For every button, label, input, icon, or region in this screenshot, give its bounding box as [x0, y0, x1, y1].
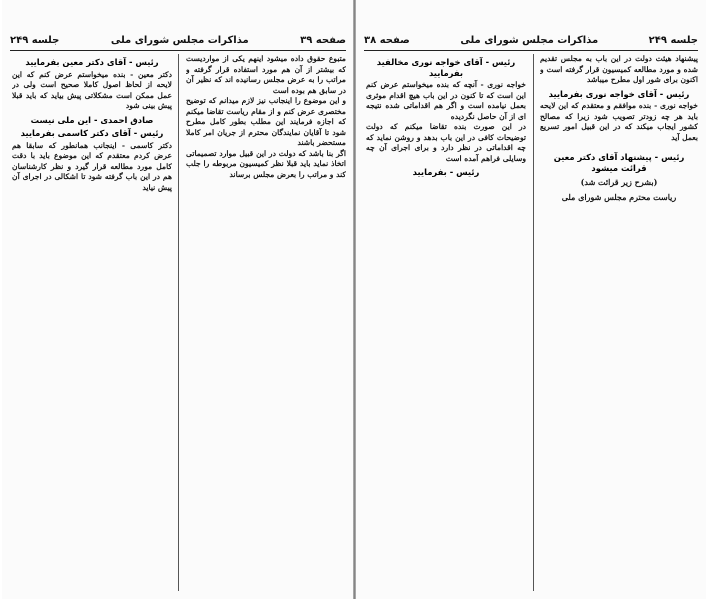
reading-note: (بشرح زیر قرائت شد) — [580, 177, 658, 188]
paragraph: دکتر معین - بنده میخواستم عرض کنم که این لایحه از لحاظ اصول کاملا صحیح است ولی در عمل ممکن است مشکلاتی پیش بیاید که باید قبلا پیش بینی شود — [12, 69, 172, 111]
header-rule — [364, 50, 698, 51]
paragraph: دکتر کاسمی - اینجانب همانطور که سابقا هم عرض کردم معتقدم که این موضوع باید با دقت کامل مورد مطالعه قرار گیرد و نظر کارشناسان هم در این باب گرفته شود تا اشکالی در اجرای آن پیش نیاید — [12, 140, 172, 193]
paragraph: پیشنهاد هیئت دولت در این باب به مجلس تقدیم شده و مورد مطالعه کمیسیون قرار گرفته است و اکنون برای شور اول مطرح میباشد — [540, 54, 698, 85]
publication-title: مذاکرات مجلس شورای ملی — [110, 34, 249, 46]
header-rule — [10, 50, 346, 51]
speaker-line: رئیس - پیشنهاد آقای دکتر معین قرائت میشود — [553, 152, 685, 173]
column-rule — [178, 54, 179, 591]
page-header — [364, 32, 698, 48]
page-number-label: صفحه ۳۹ — [300, 34, 346, 46]
session-label: جلسه ۲۴۹ — [10, 34, 60, 46]
speaker-line: رئیس - بفرمایید — [412, 167, 480, 178]
speaker-line: صادق احمدی - این ملی نیست — [30, 114, 154, 125]
speaker-line: رئیس - آقای دکتر معین بفرمایید — [25, 57, 159, 67]
address-line: ریاست محترم مجلس شورای ملی — [561, 192, 677, 203]
text-column-right — [186, 54, 346, 595]
text-column-left — [366, 54, 526, 595]
paragraph: متبوع حقوق داده میشود اینهم یکی از مواردیست که بیشتر از آن هم مورد استفاده قرار گرفته و مراتب را به عرض مجلس رسانیده اند که نظیر آن در سابق هم بوده است — [186, 54, 346, 95]
page-header — [10, 32, 346, 48]
paragraph: و این موضوع را اینجانب نیز لازم میدانم که توضیح مختصری عرض کنم و از مقام ریاست تقاضا میکنم که اجازه فرمایند این مطلب بطور کامل مطرح شود تا آقایان نمایندگان محترم از جریان امر کاملا مستحضر باشند — [186, 96, 346, 148]
paragraph: خواجه نوری - آنچه که بنده میخواستم عرض کنم این است که تا کنون در این باب هیچ اقدام موثری بعمل نیامده است و اگر هم اقداماتی شده نتیجه ای از آن حاصل نگردیده — [366, 80, 526, 121]
paragraph: خواجه نوری - بنده موافقم و معتقدم که این لایحه باید هر چه زودتر تصویب شود زیرا که مصالح کشور ایجاب میکند که در این قبیل امور تسریع بعمل آید — [540, 101, 698, 142]
publication-title: مذاکرات مجلس شورای ملی — [460, 34, 599, 46]
column-rule — [533, 54, 534, 591]
speaker-line: رئیس - آقای خواجه نوری مخالفید بفرمایید — [376, 57, 516, 78]
text-column-right — [540, 54, 698, 595]
text-column-left — [12, 54, 172, 595]
speaker-line: رئیس - آقای خواجه نوری بفرمایید — [548, 88, 690, 99]
session-label: جلسه ۲۴۹ — [648, 34, 698, 46]
page-number-label: صفحه ۳۸ — [364, 34, 410, 46]
paragraph: اگر بنا باشد که دولت در این قبیل موارد تصمیماتی اتخاذ نماید باید قبلا نظر کمیسیون مربوطه را جلب کند و مراتب را بعرض مجلس برساند — [186, 148, 346, 180]
right-page — [356, 0, 706, 599]
speaker-line: رئیس - آقای دکتر کاسمی بفرمایید — [20, 128, 164, 139]
left-page — [2, 0, 354, 599]
paragraph: در این صورت بنده تقاضا میکنم که دولت توضیحات کافی در این باب بدهد و روشن نماید که چه اقداماتی در نظر دارد و برای اجرای آن چه وسایلی فراهم آمده است — [366, 122, 526, 163]
